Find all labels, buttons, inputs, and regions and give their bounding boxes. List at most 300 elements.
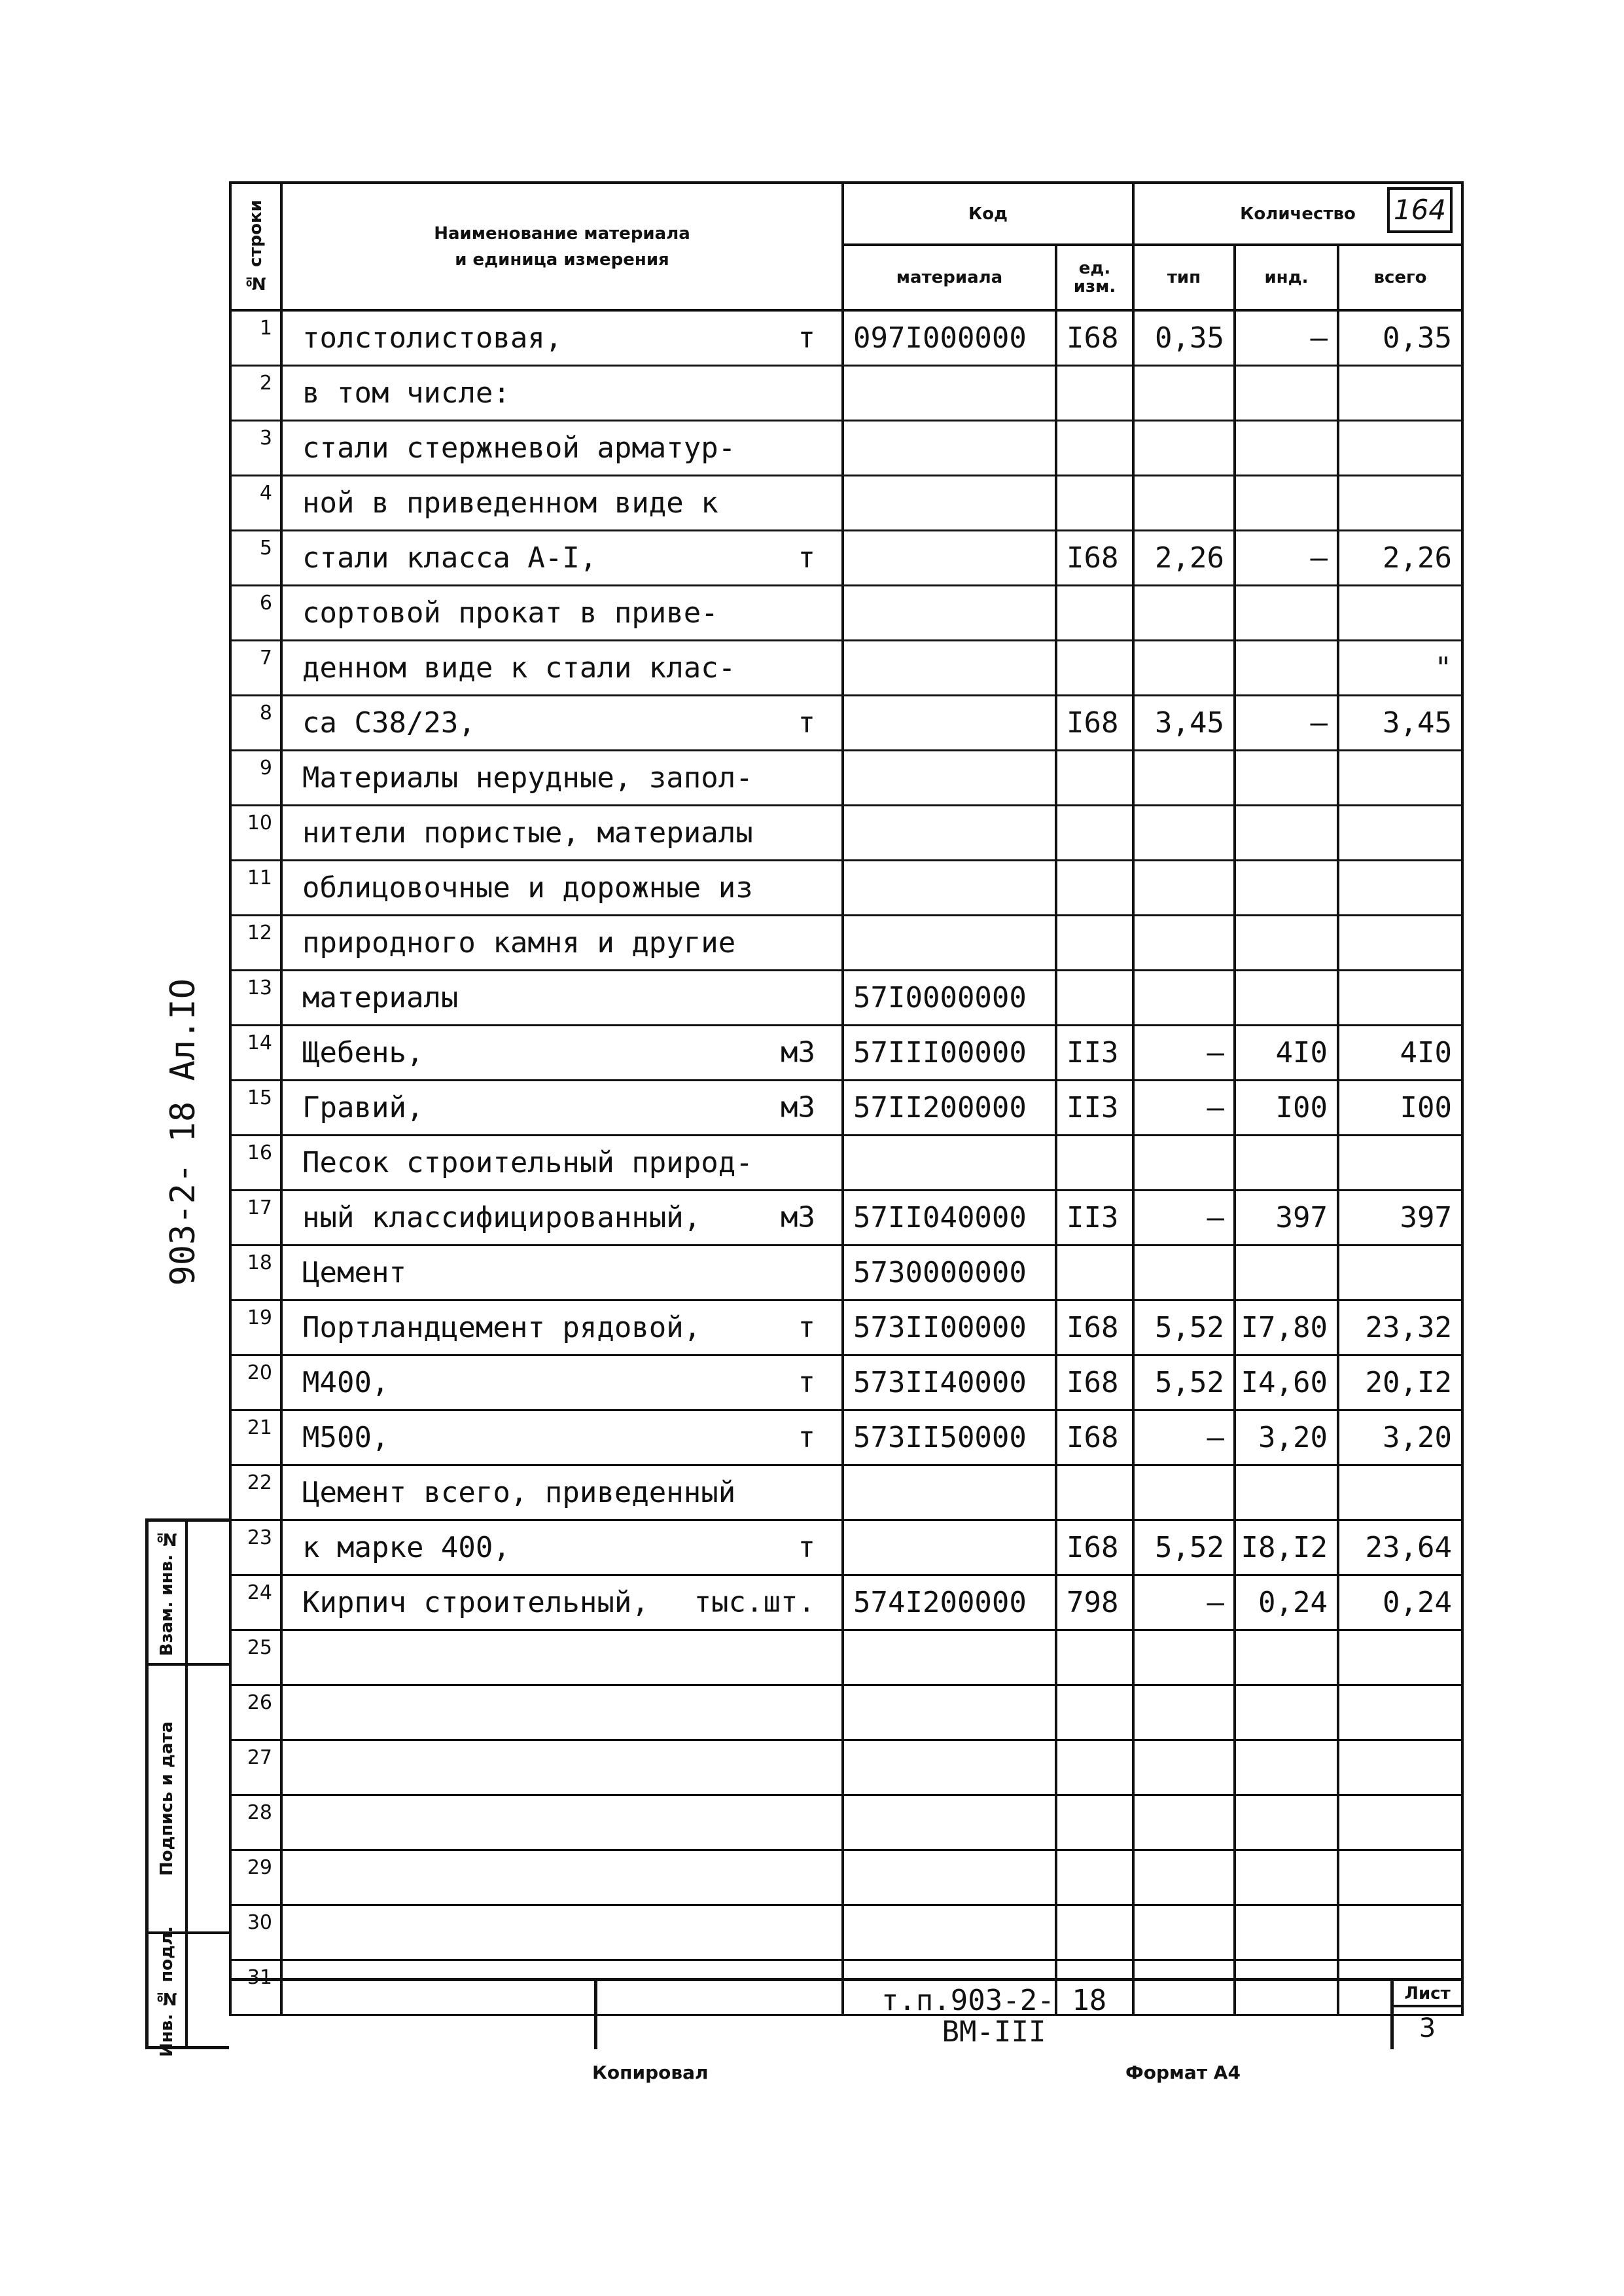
unit-code: I68 [1056, 310, 1133, 365]
unit-code [1056, 1465, 1133, 1520]
material-name: денном виде к стали клас- [302, 651, 736, 685]
qty-total [1338, 860, 1462, 915]
qty-type [1133, 1740, 1235, 1795]
qty-ind: 4I0 [1235, 1025, 1338, 1080]
qty-total [1338, 805, 1462, 860]
table-row [230, 805, 1462, 860]
unit-code [1056, 970, 1133, 1025]
material-code [843, 365, 1056, 420]
table-row [230, 1795, 1462, 1850]
table-row [230, 1025, 1462, 1080]
qty-ind [1235, 860, 1338, 915]
side-document-code [144, 969, 222, 1296]
row-number: 26 [230, 1685, 281, 1740]
unit-code: 798 [1056, 1575, 1133, 1630]
material-name: нители пористые, материалы [302, 816, 753, 850]
footer-copied: Копировал [592, 2062, 709, 2083]
material-name: Гравий, [302, 1090, 424, 1124]
material-name-cell [281, 1520, 843, 1575]
material-unit: т [798, 1420, 815, 1454]
material-name-cell [281, 1685, 843, 1740]
qty-ind: I00 [1235, 1080, 1338, 1135]
footer-format: Формат А4 [1125, 2062, 1241, 2083]
qty-ind: – [1235, 530, 1338, 585]
table-row [230, 1080, 1462, 1135]
table-row [230, 1355, 1462, 1410]
qty-total [1338, 420, 1462, 475]
material-name: стали стержневой арматур- [302, 431, 736, 465]
material-name-cell [281, 860, 843, 915]
header-code-material: материала [843, 245, 1056, 310]
material-name: материалы [302, 980, 459, 1014]
qty-total: 397 [1338, 1190, 1462, 1245]
material-code: 5730000000 [843, 1245, 1056, 1300]
material-name: сортовой прокат в приве- [302, 596, 718, 630]
header-qty-type: тип [1133, 245, 1235, 310]
qty-type: – [1133, 1575, 1235, 1630]
material-name-cell [281, 1575, 843, 1630]
material-code [843, 1740, 1056, 1795]
qty-type [1133, 1850, 1235, 1905]
material-code [843, 860, 1056, 915]
qty-type: 0,35 [1133, 310, 1235, 365]
table-row [230, 585, 1462, 640]
qty-total [1338, 750, 1462, 805]
qty-type: – [1133, 1025, 1235, 1080]
qty-ind: 0,24 [1235, 1575, 1338, 1630]
table-row [230, 1575, 1462, 1630]
material-name-cell [281, 695, 843, 750]
material-name-cell [281, 310, 843, 365]
unit-code [1056, 640, 1133, 695]
material-name-cell [281, 1630, 843, 1685]
qty-type [1133, 1245, 1235, 1300]
material-name: М500, [302, 1420, 389, 1454]
qty-type [1133, 915, 1235, 970]
row-number: 19 [230, 1300, 281, 1355]
material-code [843, 1630, 1056, 1685]
stamp-inv-vzam [149, 1522, 229, 1666]
qty-ind [1235, 1850, 1338, 1905]
qty-type [1133, 365, 1235, 420]
stamp-sign-date-label: Подпись и дата [157, 1721, 177, 1876]
material-name: облицовочные и дорожные из [302, 870, 753, 905]
qty-ind: – [1235, 310, 1338, 365]
material-code [843, 915, 1056, 970]
material-name-cell [281, 640, 843, 695]
unit-code [1056, 365, 1133, 420]
qty-ind [1235, 585, 1338, 640]
materials-table [229, 181, 1464, 2016]
qty-type [1133, 1630, 1235, 1685]
qty-total [1338, 1740, 1462, 1795]
stamp-inv-podl-label: Инв. № подл. [157, 1926, 177, 2057]
qty-type: 3,45 [1133, 695, 1235, 750]
row-number: 4 [230, 475, 281, 530]
table-row [230, 915, 1462, 970]
material-name-cell [281, 420, 843, 475]
qty-type: – [1133, 1190, 1235, 1245]
row-number: 18 [230, 1245, 281, 1300]
header-name-line1: Наименование материала [434, 223, 690, 243]
row-number: 16 [230, 1135, 281, 1190]
material-name-cell [281, 1795, 843, 1850]
stamp-sign-date [149, 1666, 229, 1934]
material-unit: м3 [781, 1200, 815, 1234]
qty-type [1133, 585, 1235, 640]
left-margin-stamp [145, 1518, 229, 2057]
material-name: са С38/23, [302, 706, 476, 740]
row-number: 7 [230, 640, 281, 695]
qty-type [1133, 420, 1235, 475]
row-number: 3 [230, 420, 281, 475]
row-number: 27 [230, 1740, 281, 1795]
qty-ind [1235, 1905, 1338, 1960]
material-name-cell [281, 1135, 843, 1190]
qty-type [1133, 1685, 1235, 1740]
material-name-cell [281, 970, 843, 1025]
row-number: 12 [230, 915, 281, 970]
material-name: к марке 400, [302, 1530, 510, 1564]
material-unit: т [798, 1530, 815, 1564]
row-number: 17 [230, 1190, 281, 1245]
header-code: Код [843, 183, 1133, 245]
material-code: 57I0000000 [843, 970, 1056, 1025]
header-code-unit: ед. изм. [1056, 245, 1133, 310]
material-name-cell [281, 1080, 843, 1135]
material-unit: т [798, 1365, 815, 1399]
unit-code [1056, 420, 1133, 475]
row-number: 21 [230, 1410, 281, 1465]
row-number: 28 [230, 1795, 281, 1850]
unit-code [1056, 1795, 1133, 1850]
qty-type [1133, 1465, 1235, 1520]
qty-ind [1235, 640, 1338, 695]
page-number: 164 [1387, 187, 1453, 233]
material-name-cell [281, 1905, 843, 1960]
material-name-cell [281, 1850, 843, 1905]
material-code [843, 420, 1056, 475]
unit-code [1056, 1905, 1133, 1960]
material-name-cell [281, 475, 843, 530]
qty-type [1133, 475, 1235, 530]
unit-code [1056, 1630, 1133, 1685]
qty-ind [1235, 1685, 1338, 1740]
material-name: Портландцемент рядовой, [302, 1310, 701, 1344]
material-code: 573II00000 [843, 1300, 1056, 1355]
qty-ind [1235, 805, 1338, 860]
qty-total: I00 [1338, 1080, 1462, 1135]
unit-code [1056, 805, 1133, 860]
qty-total: 2,26 [1338, 530, 1462, 585]
material-unit: т [798, 706, 815, 740]
table-row [230, 1135, 1462, 1190]
material-name-cell [281, 530, 843, 585]
material-code: 573II40000 [843, 1355, 1056, 1410]
header-qty-ind: инд. [1235, 245, 1338, 310]
material-code [843, 640, 1056, 695]
material-unit: т [798, 321, 815, 355]
table-row [230, 860, 1462, 915]
row-number: 14 [230, 1025, 281, 1080]
sheet-number: 3 [1419, 2013, 1436, 2043]
material-code [843, 750, 1056, 805]
material-code: 57II200000 [843, 1080, 1056, 1135]
qty-total [1338, 1630, 1462, 1685]
unit-code [1056, 1135, 1133, 1190]
qty-type [1133, 970, 1235, 1025]
material-unit: т [798, 1310, 815, 1344]
table-row [230, 970, 1462, 1025]
table-row [230, 475, 1462, 530]
row-number: 9 [230, 750, 281, 805]
unit-code: I68 [1056, 1410, 1133, 1465]
material-name-cell [281, 1190, 843, 1245]
table-row [230, 1410, 1462, 1465]
row-number: 25 [230, 1630, 281, 1685]
row-number: 13 [230, 970, 281, 1025]
qty-total [1338, 1465, 1462, 1520]
row-number: 1 [230, 310, 281, 365]
qty-ind: I4,60 [1235, 1355, 1338, 1410]
material-name: толстолистовая, [302, 321, 563, 355]
qty-type: 5,52 [1133, 1355, 1235, 1410]
table-row [230, 1300, 1462, 1355]
material-name: природного камня и другие [302, 925, 736, 960]
qty-ind [1235, 1135, 1338, 1190]
unit-code [1056, 585, 1133, 640]
unit-code [1056, 475, 1133, 530]
material-unit: м3 [781, 1090, 815, 1124]
row-number: 29 [230, 1850, 281, 1905]
material-name-cell [281, 365, 843, 420]
qty-ind [1235, 970, 1338, 1025]
qty-total [1338, 970, 1462, 1025]
qty-total: 4I0 [1338, 1025, 1462, 1080]
material-unit: т [798, 541, 815, 575]
row-number: 30 [230, 1905, 281, 1960]
qty-type: 5,52 [1133, 1520, 1235, 1575]
unit-code [1056, 1245, 1133, 1300]
header-row-number: № строки [230, 183, 281, 310]
material-code [843, 585, 1056, 640]
row-number: 20 [230, 1355, 281, 1410]
row-number: 24 [230, 1575, 281, 1630]
qty-total: 3,20 [1338, 1410, 1462, 1465]
material-name: Щебень, [302, 1035, 424, 1069]
qty-ind [1235, 915, 1338, 970]
table-body [230, 310, 1462, 2015]
unit-code: II3 [1056, 1080, 1133, 1135]
row-number: 23 [230, 1520, 281, 1575]
qty-type [1133, 1795, 1235, 1850]
material-name-cell [281, 750, 843, 805]
material-name-cell [281, 1740, 843, 1795]
material-code [843, 695, 1056, 750]
row-number: 6 [230, 585, 281, 640]
header-qty-total: всего [1338, 245, 1462, 310]
material-name-cell [281, 1355, 843, 1410]
qty-ind [1235, 1245, 1338, 1300]
title-block-document [594, 1981, 1394, 2049]
qty-total [1338, 475, 1462, 530]
material-name-cell [281, 1410, 843, 1465]
qty-type [1133, 640, 1235, 695]
unit-code [1056, 1685, 1133, 1740]
qty-ind [1235, 1465, 1338, 1520]
qty-total [1338, 1135, 1462, 1190]
table-row [230, 1850, 1462, 1905]
material-code: 57III00000 [843, 1025, 1056, 1080]
table-row [230, 420, 1462, 475]
material-name-cell [281, 1465, 843, 1520]
material-code [843, 1520, 1056, 1575]
material-name-cell [281, 915, 843, 970]
material-name-cell [281, 1245, 843, 1300]
header-material-name [281, 183, 843, 310]
row-number: 22 [230, 1465, 281, 1520]
material-name: ный классифицированный, [302, 1200, 701, 1234]
qty-type [1133, 860, 1235, 915]
qty-total [1338, 1850, 1462, 1905]
unit-code [1056, 860, 1133, 915]
qty-ind [1235, 750, 1338, 805]
unit-code: II3 [1056, 1025, 1133, 1080]
qty-total [1338, 1245, 1462, 1300]
qty-ind [1235, 1740, 1338, 1795]
table-row [230, 310, 1462, 365]
side-code-text: 903-2- 18 Ал.IO [164, 978, 203, 1286]
qty-total: 3,45 [1338, 695, 1462, 750]
qty-ind [1235, 420, 1338, 475]
qty-total: 23,32 [1338, 1300, 1462, 1355]
material-code [843, 1905, 1056, 1960]
table-row [230, 1685, 1462, 1740]
qty-total: 23,64 [1338, 1520, 1462, 1575]
table-row [230, 1245, 1462, 1300]
unit-code: I68 [1056, 1355, 1133, 1410]
material-code: 573II50000 [843, 1410, 1056, 1465]
material-code [843, 1685, 1056, 1740]
header-quantity: Количество [1133, 183, 1462, 245]
table-row [230, 1905, 1462, 1960]
qty-ind: 397 [1235, 1190, 1338, 1245]
table-row [230, 1465, 1462, 1520]
row-number: 11 [230, 860, 281, 915]
qty-type: 2,26 [1133, 530, 1235, 585]
material-name: Материалы нерудные, запол- [302, 761, 753, 795]
qty-type [1133, 805, 1235, 860]
doc-number: т.п.903-2- 18 [881, 1984, 1107, 2017]
table-row [230, 530, 1462, 585]
unit-code [1056, 1740, 1133, 1795]
title-block [229, 1978, 1461, 2049]
sheet-label: Лист [1394, 1981, 1461, 2007]
qty-type: – [1133, 1080, 1235, 1135]
material-unit: тыс.шт. [694, 1585, 815, 1619]
table-row [230, 750, 1462, 805]
material-name-cell [281, 585, 843, 640]
qty-ind: I7,80 [1235, 1300, 1338, 1355]
qty-total [1338, 585, 1462, 640]
table-row [230, 640, 1462, 695]
qty-ind: I8,I2 [1235, 1520, 1338, 1575]
unit-code: I68 [1056, 1520, 1133, 1575]
material-code: 574I200000 [843, 1575, 1056, 1630]
qty-type [1133, 750, 1235, 805]
material-name: Песок строительный природ- [302, 1145, 753, 1179]
material-name-cell [281, 1300, 843, 1355]
material-code [843, 805, 1056, 860]
material-code [843, 475, 1056, 530]
material-code [843, 1135, 1056, 1190]
row-number: 5 [230, 530, 281, 585]
qty-total: 0,35 [1338, 310, 1462, 365]
header-name-line2: и единица измерения [455, 249, 669, 270]
row-number: 2 [230, 365, 281, 420]
material-name: стали класса A-I, [302, 541, 597, 575]
table-row [230, 1630, 1462, 1685]
material-name: Цемент [302, 1255, 406, 1289]
row-number: 15 [230, 1080, 281, 1135]
qty-total [1338, 915, 1462, 970]
qty-type: 5,52 [1133, 1300, 1235, 1355]
doc-section: ВМ-III [942, 2015, 1046, 2049]
qty-ind [1235, 1795, 1338, 1850]
material-code [843, 1465, 1056, 1520]
material-name-cell [281, 1025, 843, 1080]
qty-total [1338, 365, 1462, 420]
qty-total: " [1338, 640, 1462, 695]
table-row [230, 695, 1462, 750]
unit-code: I68 [1056, 530, 1133, 585]
qty-type [1133, 1135, 1235, 1190]
row-number: 10 [230, 805, 281, 860]
qty-total: 20,I2 [1338, 1355, 1462, 1410]
material-code [843, 530, 1056, 585]
stamp-inv-vzam-label: Взам. инв. № [157, 1528, 177, 1657]
unit-code: I68 [1056, 695, 1133, 750]
unit-code [1056, 1850, 1133, 1905]
unit-code [1056, 915, 1133, 970]
table-row [230, 1190, 1462, 1245]
qty-type [1133, 1905, 1235, 1960]
qty-total [1338, 1685, 1462, 1740]
material-unit: м3 [781, 1035, 815, 1069]
unit-code [1056, 750, 1133, 805]
material-code: 57II040000 [843, 1190, 1056, 1245]
material-name-cell [281, 805, 843, 860]
row-number: 8 [230, 695, 281, 750]
table-row [230, 365, 1462, 420]
material-code [843, 1850, 1056, 1905]
material-name: М400, [302, 1365, 389, 1399]
qty-ind [1235, 365, 1338, 420]
qty-ind [1235, 1630, 1338, 1685]
unit-code: II3 [1056, 1190, 1133, 1245]
material-name: Цемент всего, приведенный [302, 1475, 736, 1509]
unit-code: I68 [1056, 1300, 1133, 1355]
row-number: 31 [230, 1960, 281, 2015]
stamp-inv-podl [149, 1926, 229, 2057]
material-name: в том числе: [302, 376, 510, 410]
table-row [230, 1520, 1462, 1575]
material-name: Кирпич строительный, [302, 1585, 649, 1619]
qty-total: 0,24 [1338, 1575, 1462, 1630]
qty-ind: – [1235, 695, 1338, 750]
qty-total [1338, 1795, 1462, 1850]
material-code [843, 1795, 1056, 1850]
